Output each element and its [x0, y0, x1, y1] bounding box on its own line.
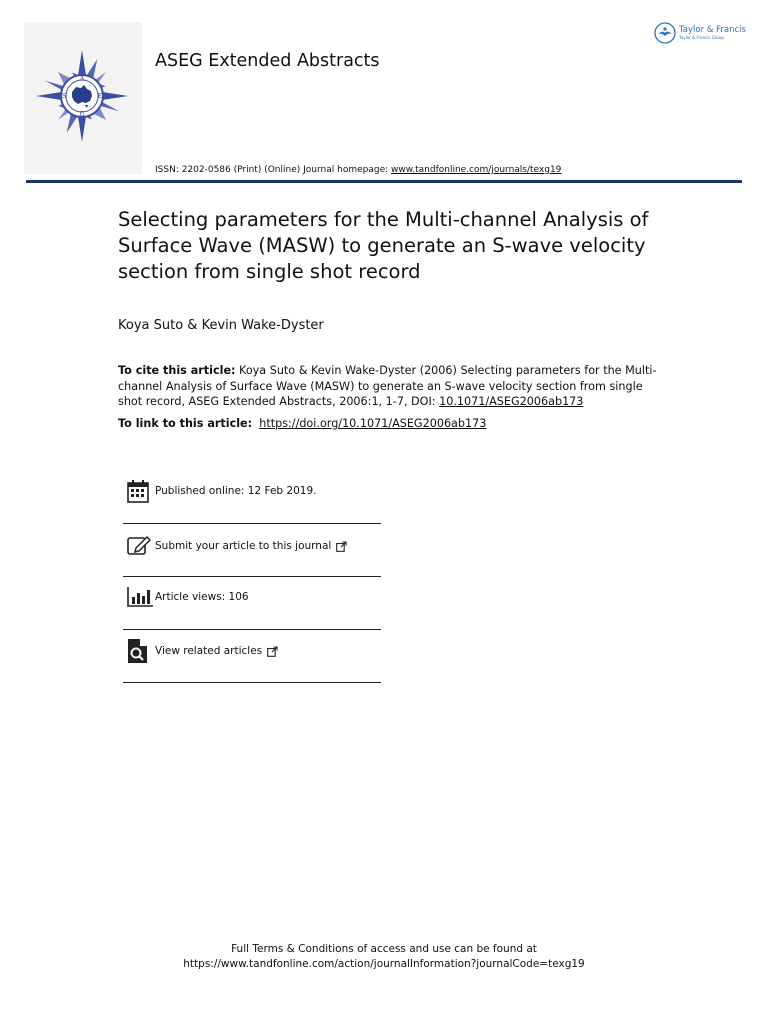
external-link-icon — [336, 541, 347, 552]
taylor-francis-icon — [654, 22, 676, 44]
bar-chart-icon — [123, 587, 155, 607]
cite-doi-link[interactable]: 10.1071/ASEG2006ab173 — [439, 395, 584, 408]
row-divider — [123, 629, 381, 630]
published-online-row — [123, 478, 381, 504]
search-document-icon — [123, 638, 155, 664]
cite-text: Koya Suto & Kevin Wake-Dyster (2006) Selecting parameters for the Multi-channel Analysis of Surface Wave (MASW) to generate an S-wave velocity section from single shot record, ASEG Extended Abstracts, 2006:1, 1-7, DOI: — [118, 364, 657, 408]
svg-text:S: S — [61, 93, 67, 100]
header-divider-gap — [26, 183, 742, 184]
issn-line — [155, 165, 561, 175]
publisher-name: Taylor & Francis — [679, 24, 746, 35]
publisher-subname: Taylor & Francis Group — [679, 35, 724, 41]
article-views-row — [123, 584, 381, 610]
compass-star-icon — [24, 22, 142, 174]
article-views-text: Article views: 106 — [155, 591, 249, 603]
edit-icon — [123, 535, 155, 557]
footer-terms-link[interactable]: https://www.tandfonline.com/action/journalInformation?journalCode=texg19 — [183, 958, 585, 970]
article-authors: Koya Suto & Kevin Wake-Dyster — [118, 318, 324, 333]
issn-text: ISSN: 2202-0586 (Print) (Online) Journal homepage: — [155, 165, 391, 175]
related-articles-row[interactable] — [123, 637, 381, 665]
journal-title: ASEG Extended Abstracts — [155, 51, 380, 71]
svg-text:E: E — [97, 93, 103, 100]
external-link-icon — [267, 646, 278, 657]
svg-text:A: A — [79, 75, 85, 83]
published-online-text: Published online: 12 Feb 2019. — [155, 485, 317, 497]
footer-terms — [0, 942, 768, 972]
link-label: To link to this article: — [118, 417, 253, 430]
article-link-line — [118, 417, 486, 430]
svg-text:G: G — [79, 111, 85, 118]
footer-line-1: Full Terms & Conditions of access and use can be found at — [231, 943, 537, 955]
submit-article-row[interactable] — [123, 532, 381, 560]
aseg-logo — [24, 22, 142, 174]
calendar-icon — [123, 479, 155, 503]
row-divider — [123, 682, 381, 683]
submit-article-text[interactable]: Submit your article to this journal — [155, 540, 332, 552]
related-articles-text[interactable]: View related articles — [155, 645, 263, 657]
article-title: Selecting parameters for the Multi-channel Analysis of Surface Wave (MASW) to generate an S-wave velocity section from single shot record — [118, 208, 649, 283]
journal-homepage-link[interactable]: www.tandfonline.com/journals/texg19 — [391, 165, 562, 175]
row-divider — [123, 576, 381, 577]
cite-label: To cite this article: — [118, 364, 236, 377]
publisher-logo[interactable] — [654, 22, 746, 44]
citation — [118, 363, 658, 410]
row-divider — [123, 523, 381, 524]
article-doi-link[interactable]: https://doi.org/10.1071/ASEG2006ab173 — [259, 417, 487, 430]
